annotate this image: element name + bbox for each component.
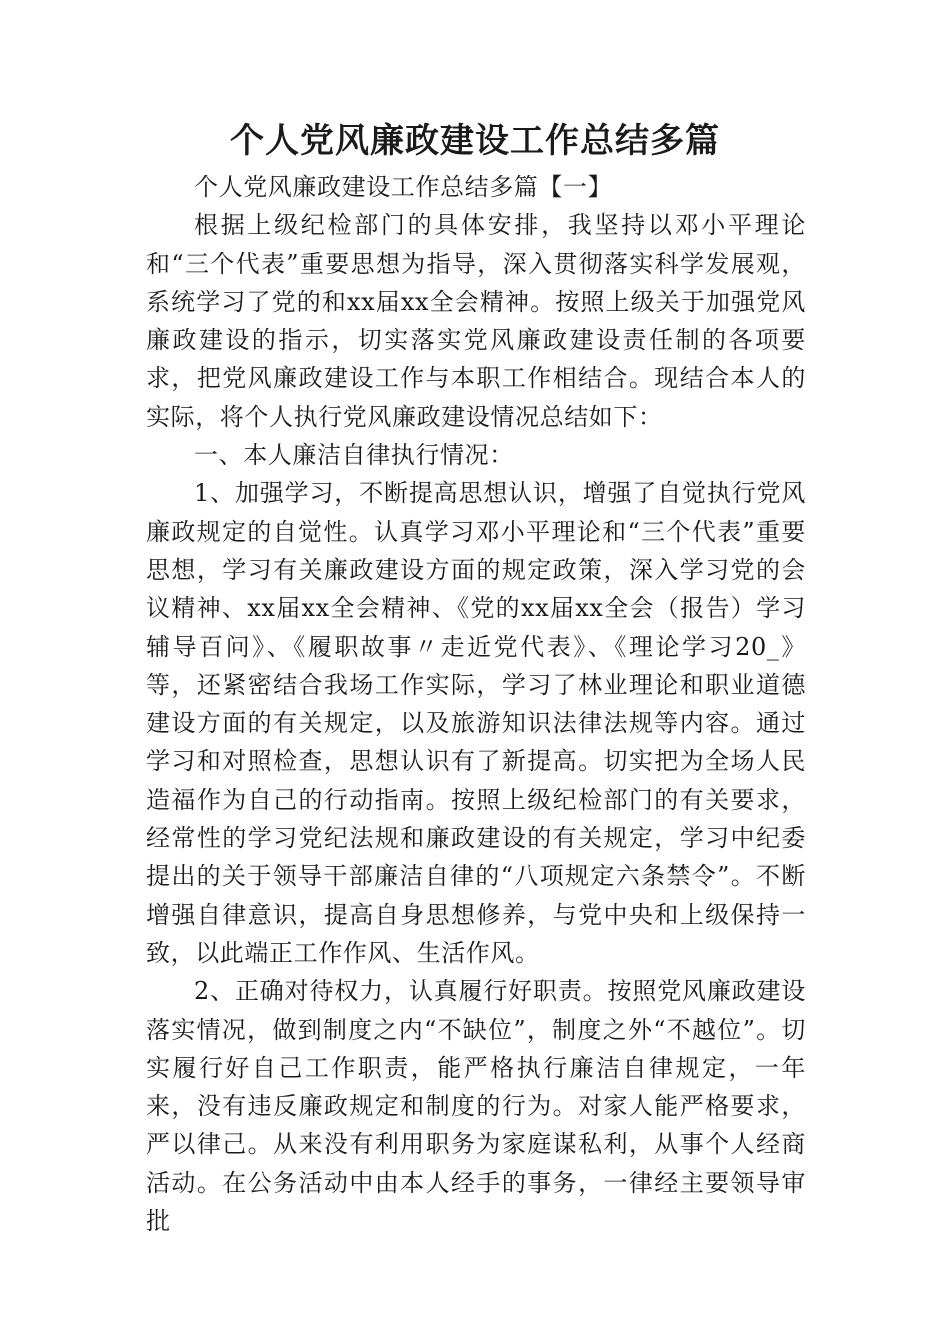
subsection-heading: 一、本人廉洁自律执行情况： — [194, 441, 514, 470]
body-paragraph: 2、正确对待权力，认真履行好职责。按照党风廉政建设落实情况，做到制度之内“不缺位”，制度之外“不越位”。切实履行好自己工作职责，能严格执行廉洁自律规定，一年来，没有违反廉政规定和制度的行为。对家人能严格要求，严以律己。从来没有利用职务为家庭谋私利，从事个人经商活动。在公务活动中由本人经手的事务，一律经主要领导审批 — [146, 977, 806, 1236]
body-paragraph: 根据上级纪检部门的具体安排，我坚持以邓小平理论和“三个代表”重要思想为指导，深入贯彻落实科学发展观，系统学习了党的和xx届xx全会精神。按照上级关于加强党风廉政建设的指示，切实落实党风廉政建设责任制的各项要求，把党风廉政建设工作与本职工作相结合。现结合本人的实际，将个人执行党风廉政建设情况总结如下： — [146, 211, 806, 431]
section-heading: 个人党风廉政建设工作总结多篇【一】 — [194, 173, 613, 201]
document-title: 个人党风廉政建设工作总结多篇 — [230, 121, 720, 161]
document-body — [146, 168, 806, 1240]
body-paragraph: 1、加强学习，不断提高思想认识，增强了自觉执行党风廉政规定的自觉性。认真学习邓小平理论和“三个代表”重要思想，学习有关廉政建设方面的规定政策，深入学习党的会议精神、xx届xx全会精神、《党的xx届xx全会（报告）学习辅导百问》、《履职故事〃走近党代表》、《理论学习20_》等，还紧密结合我场工作实际，学习了林业理论和职业道德建设方面的有关规定，以及旅游知识法律法规等内容。通过学习和对照检查，思想认识有了新提高。切实把为全场人民造福作为自己的行动指南。按照上级纪检部门的有关要求，经常性的学习党纪法规和廉政建设的有关规定，学习中纪委提出的关于领导干部廉洁自律的“八项规定六条禁令”。不断增强自律意识，提高自身思想修养，与党中央和上级保持一致，以此端正工作作风、生活作风。 — [146, 479, 806, 967]
